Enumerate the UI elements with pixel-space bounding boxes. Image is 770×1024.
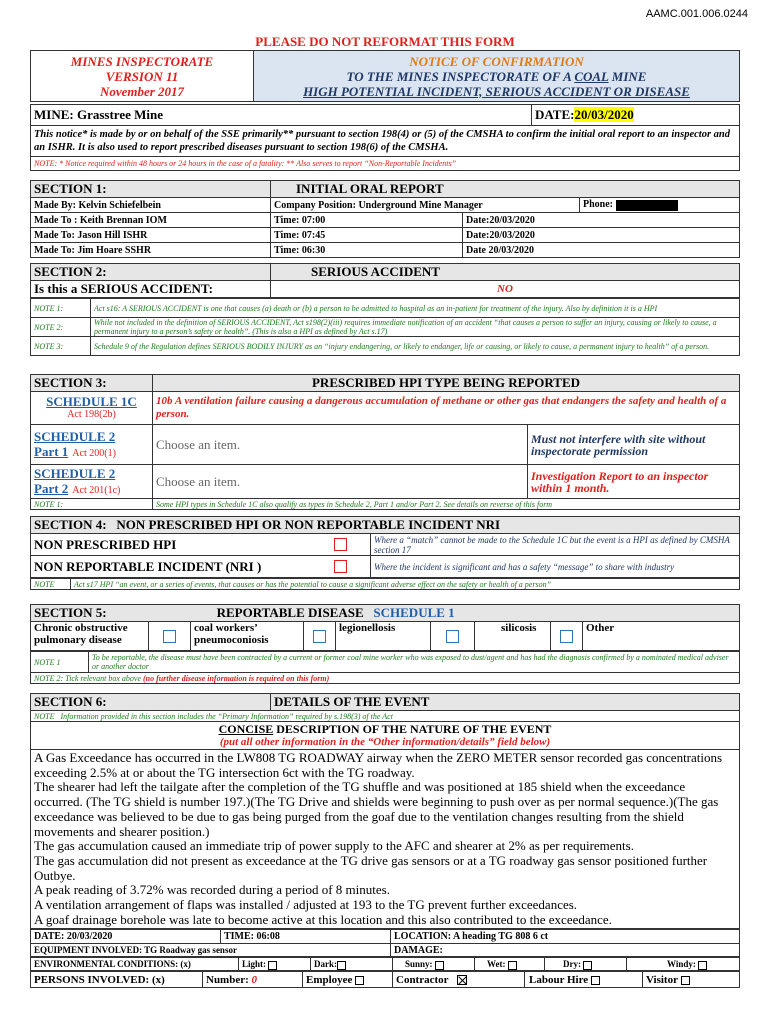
nri-label: NON REPORTABLE INCIDENT (NRI )	[31, 556, 311, 578]
env-sunny-label: Sunny:	[405, 959, 433, 970]
time-2: Time: 07:45	[271, 228, 463, 243]
section-6-heading: DETAILS OF THE EVENT	[271, 694, 740, 711]
must-not-interfere-note: Must not interfere with site without inspectorate permission	[528, 425, 740, 465]
event-date: DATE: 20/03/2020	[31, 930, 221, 944]
non-prescribed-hpi-label: NON PRESCRIBED HPI	[31, 534, 311, 556]
investigation-report-note: Investigation Report to an inspector within 1 month.	[528, 465, 740, 499]
part-1-choose-item[interactable]: Choose an item.	[153, 425, 528, 465]
env-light-label: Light:	[242, 959, 267, 970]
phone-redacted	[616, 200, 678, 211]
mine-name: MINE: Grasstree Mine	[31, 105, 532, 126]
section-2-title: SECTION 2:	[31, 264, 271, 281]
intro-note: NOTE: * Notice required within 48 hours or 24 hours in the case of a fatality: ** Also serves to report “Non-Reportable Incidents”	[31, 157, 740, 171]
part-1-label[interactable]: Part 1	[34, 443, 69, 459]
serious-accident-question: Is this a SERIOUS ACCIDENT:	[31, 281, 271, 298]
s5-note-2-text: (no further disease information is required on this form)	[143, 673, 330, 683]
section-6-title: SECTION 6:	[31, 694, 271, 711]
disease-legionellosis: legionellosis	[336, 622, 431, 651]
env-dark-label: Dark:	[314, 959, 337, 970]
section-3-heading: PRESCRIBED HPI TYPE BEING REPORTED	[153, 375, 740, 392]
s6-note-text: Information provided in this section includes the “Primary Information” required by s.198(3) of the Act	[60, 711, 393, 721]
concise-heading: DESCRIPTION OF THE NATURE OF THE EVENT	[273, 722, 552, 736]
part-1-act: Act 200(1)	[72, 447, 116, 459]
time-1: Time: 07:00	[271, 213, 463, 228]
nri-note: Where the incident is significant and has a safety “message” to share with industry	[371, 556, 740, 578]
s2-note-3-label: NOTE 3:	[31, 337, 91, 356]
s4-note-text: Act s17 HPI “an event, or a series of events, that causes or has the potential to cause a significant adverse effect on the safety or health of a person”	[71, 579, 740, 590]
event-time: TIME: 06:08	[221, 930, 391, 944]
version-date: November 2017	[99, 83, 185, 99]
document-id: AAMC.001.006.0244	[645, 8, 748, 20]
date-label: DATE:	[535, 107, 575, 122]
s2-note-1-text: Act s16: A SERIOUS ACCIDENT is one that causes (a) death or (b) a person to be admitted to hospital as an in-patient for treatment of the injury. Also by definition it is a HPI	[91, 299, 740, 318]
company-position: Company Position: Underground Mine Manager	[271, 198, 580, 213]
s2-note-2-text: While not included in the definition of SERIOUS ACCIDENT, Act s198(2)(iii) requires immediate notification of an accident “that causes a person to suffer an injury, causing or likely to cause, a permanent injury to a person’s safety or health”. (This is also a HPI as defined by Act s.17)	[91, 318, 740, 337]
equipment-involved: EQUIPMENT INVOLVED: TG Roadway gas sensor	[31, 944, 391, 957]
contractor-label: Contractor	[396, 973, 449, 986]
section-5-heading: REPORTABLE DISEASE	[216, 605, 364, 620]
section-5-reportable-disease	[30, 604, 740, 684]
env-wet-label: Wet:	[487, 959, 506, 970]
concise-label: CONCISE	[218, 722, 274, 736]
schedule-1c-link[interactable]: SCHEDULE 1C	[46, 394, 137, 409]
env-wet-checkbox[interactable]	[508, 961, 517, 970]
s5-note-1-label: NOTE 1	[31, 652, 89, 673]
form-version: VERSION 11	[105, 68, 179, 84]
notice-line1-mine: MINE	[608, 68, 647, 84]
disease-silicosis: silicosis	[475, 622, 551, 651]
schedule-2-part-2-link[interactable]: SCHEDULE 2	[34, 465, 116, 481]
schedule-1-label[interactable]: SCHEDULE 1	[373, 605, 455, 620]
s3-note-text: Some HPI types in Schedule 1C also qualify as types in Schedule 2, Part 1 and/or Part 2. See details on reverse of this form	[153, 499, 740, 510]
desc-para-2: The shearer had left the tailgate after the completion of the TG shuffle and was positioned at 185 shield when the exceedance occurred. (The TG shield is number 197.)(The TG Drive and shields were beginning to push over as per normal sequence.)(The gas exceedance was believed to be due to gas being purged from the goaf due to the ventilation changes resulting from the shield movements and shearer position.)	[34, 779, 719, 839]
section-6-event-details	[30, 693, 740, 988]
notice-title-block	[254, 51, 740, 102]
s2-note-2-label: NOTE 2:	[31, 318, 91, 337]
notice-title: NOTICE OF CONFIRMATION	[409, 53, 584, 69]
contractor-checkbox-checked[interactable]	[457, 975, 467, 985]
disease-copd: Chronic obstructive pulmonary disease	[31, 622, 149, 651]
damage: DAMAGE:	[391, 944, 740, 957]
desc-para-1: A Gas Exceedance has occurred in the LW808 TG ROADWAY airway when the ZERO METER sensor recorded gas concentrations exceeding 2.5% at or about the TG intersection 6ct with the TG roadway.	[34, 750, 723, 780]
serious-accident-answer: NO	[271, 281, 740, 298]
nri-checkbox[interactable]	[334, 560, 347, 573]
env-sunny-checkbox[interactable]	[435, 961, 444, 970]
schedule-1c-act: Act 198(2b)	[67, 409, 116, 420]
section-2-serious-accident	[30, 263, 740, 356]
employee-checkbox[interactable]	[355, 976, 364, 985]
env-windy-checkbox[interactable]	[698, 961, 707, 970]
s6-note-label: NOTE	[34, 711, 55, 721]
part-2-act: Act 201(1c)	[72, 484, 121, 496]
inspectorate-version-block	[31, 51, 254, 102]
s4-note-label: NOTE	[31, 579, 71, 590]
desc-para-4: The gas accumulation did not present as exceedance at the TG drive gas sensors or at a TG roadway gas sensor positioned further Outbye.	[34, 852, 708, 883]
made-to-2: Made To: Jason Hill ISHR	[31, 228, 271, 243]
notice-line2: HIGH POTENTIAL INCIDENT, SERIOUS ACCIDENT OR DISEASE	[303, 83, 690, 99]
s5-note-1-text: To be reportable, the disease must have been contracted by a current or former coal mine worker who was exposed to dust/agent and has had the diagnosis confirmed by a nominated medical adviser or another doctor	[89, 652, 740, 673]
non-prescribed-hpi-note: Where a “match” cannot be made to the Schedule 1C but the event is a HPI as defined by CMSHA section 17	[371, 534, 740, 556]
persons-involved-label: PERSONS INVOLVED: (x)	[31, 972, 203, 988]
employee-label: Employee	[306, 973, 353, 986]
env-light-checkbox[interactable]	[268, 961, 277, 970]
time-3: Time: 06:30	[271, 243, 463, 258]
s2-note-3-text: Schedule 9 of the Regulation defines SERIOUS BODILY INJURY as an “injury endangering, or likely to endanger, life or causing, or likely to cause, a permanent injury to health” of a person.	[91, 337, 740, 356]
disease-other: Other	[583, 622, 740, 651]
labour-hire-checkbox[interactable]	[591, 976, 600, 985]
intro-text: This notice* is made by or on behalf of the SSE primarily** pursuant to section 198(4) or (5) of the CMSHA to confirm the initial oral report to an inspector and an ISHR. It is also used to report prescribed diseases pursuant to section 198(6) of the CMSHA.	[31, 126, 740, 157]
env-windy-label: Windy:	[667, 959, 696, 970]
s3-note-label: NOTE 1:	[31, 499, 153, 510]
date-value: 20/03/2020	[574, 107, 634, 122]
date-2: Date:20/03/2020	[463, 228, 740, 243]
date-3: Date 20/03/2020	[463, 243, 740, 258]
visitor-label: Visitor	[646, 973, 678, 986]
phone-label: Phone:	[583, 199, 613, 211]
env-dark-checkbox[interactable]	[337, 961, 346, 970]
desc-para-3: The gas accumulation caused an immediate trip of power supply to the AFC and shearer at 2% as per requirements.	[34, 838, 634, 854]
notice-line1: TO THE MINES INSPECTORATE OF A	[346, 68, 575, 84]
s5-note-2-label: NOTE 2: Tick relevant box above	[34, 673, 144, 683]
section-3-title: SECTION 3:	[31, 375, 153, 392]
event-description	[31, 750, 740, 929]
desc-para-5: A peak reading of 3.72% was recorded during a period of 8 minutes.	[34, 882, 390, 898]
report-date	[532, 105, 740, 126]
section-2-heading: SERIOUS ACCIDENT	[271, 264, 740, 281]
s2-note-1-label: NOTE 1:	[31, 299, 91, 318]
section-1-title: SECTION 1:	[31, 181, 271, 198]
section-4-heading: NON PRESCRIBED HPI OR NON REPORTABLE INCIDENT NRI	[116, 517, 501, 532]
number-label: Number:	[206, 973, 249, 986]
section-5-title: SECTION 5:	[34, 605, 107, 620]
section-1-initial-oral-report	[30, 180, 740, 258]
org-name: MINES INSPECTORATE	[70, 53, 214, 69]
section-4-non-prescribed	[30, 516, 740, 590]
schedule-2-part-1-link[interactable]: SCHEDULE 2	[34, 428, 116, 444]
silicosis-checkbox[interactable]	[560, 630, 573, 643]
labour-hire-label: Labour Hire	[529, 973, 589, 986]
concise-subheading: (put all other information in the “Other information/details” field below)	[219, 736, 551, 748]
event-location: LOCATION: A heading TG 808 6 ct	[391, 930, 740, 944]
copd-checkbox[interactable]	[163, 630, 176, 643]
do-not-reformat-banner: PLEASE DO NOT REFORMAT THIS FORM	[255, 34, 515, 49]
schedule-1c-hpi-type: 10b A ventilation failure causing a dangerous accumulation of methane or other gas that endangers the safety and health of a person.	[153, 392, 740, 425]
notice-line1-coal: COAL	[574, 68, 609, 84]
env-dry-label: Dry:	[563, 959, 581, 970]
disease-pneumoconiosis: coal workers’ pneumoconiosis	[191, 622, 304, 651]
non-prescribed-hpi-checkbox[interactable]	[334, 538, 347, 551]
legionellosis-checkbox[interactable]	[446, 630, 459, 643]
made-to-1: Made To : Keith Brennan IOM	[31, 213, 271, 228]
env-conditions-label: ENVIRONMENTAL CONDITIONS: (x)	[31, 958, 239, 971]
part-2-choose-item[interactable]: Choose an item.	[153, 465, 528, 499]
number-value: 0	[251, 973, 258, 986]
desc-para-7: A goaf drainage borehole was late to become active at this location and this also contributed to the exceedance.	[34, 911, 612, 927]
section-1-heading: INITIAL ORAL REPORT	[271, 181, 740, 198]
env-dry-checkbox[interactable]	[583, 961, 592, 970]
section-4-title: SECTION 4:	[34, 517, 107, 532]
visitor-checkbox[interactable]	[681, 976, 690, 985]
made-by: Made By: Kelvin Schiefelbein	[31, 198, 271, 213]
made-to-3: Made To: Jim Hoare SSHR	[31, 243, 271, 258]
section-3-prescribed-hpi	[30, 374, 740, 510]
desc-para-6: A ventilation arrangement of flaps was installed / adjusted at 193 to the TG prevent further exceedances.	[34, 897, 578, 913]
form-header	[30, 50, 740, 171]
date-1: Date:20/03/2020	[463, 213, 740, 228]
part-2-label[interactable]: Part 2	[34, 480, 69, 496]
pneumoconiosis-checkbox[interactable]	[313, 630, 326, 643]
